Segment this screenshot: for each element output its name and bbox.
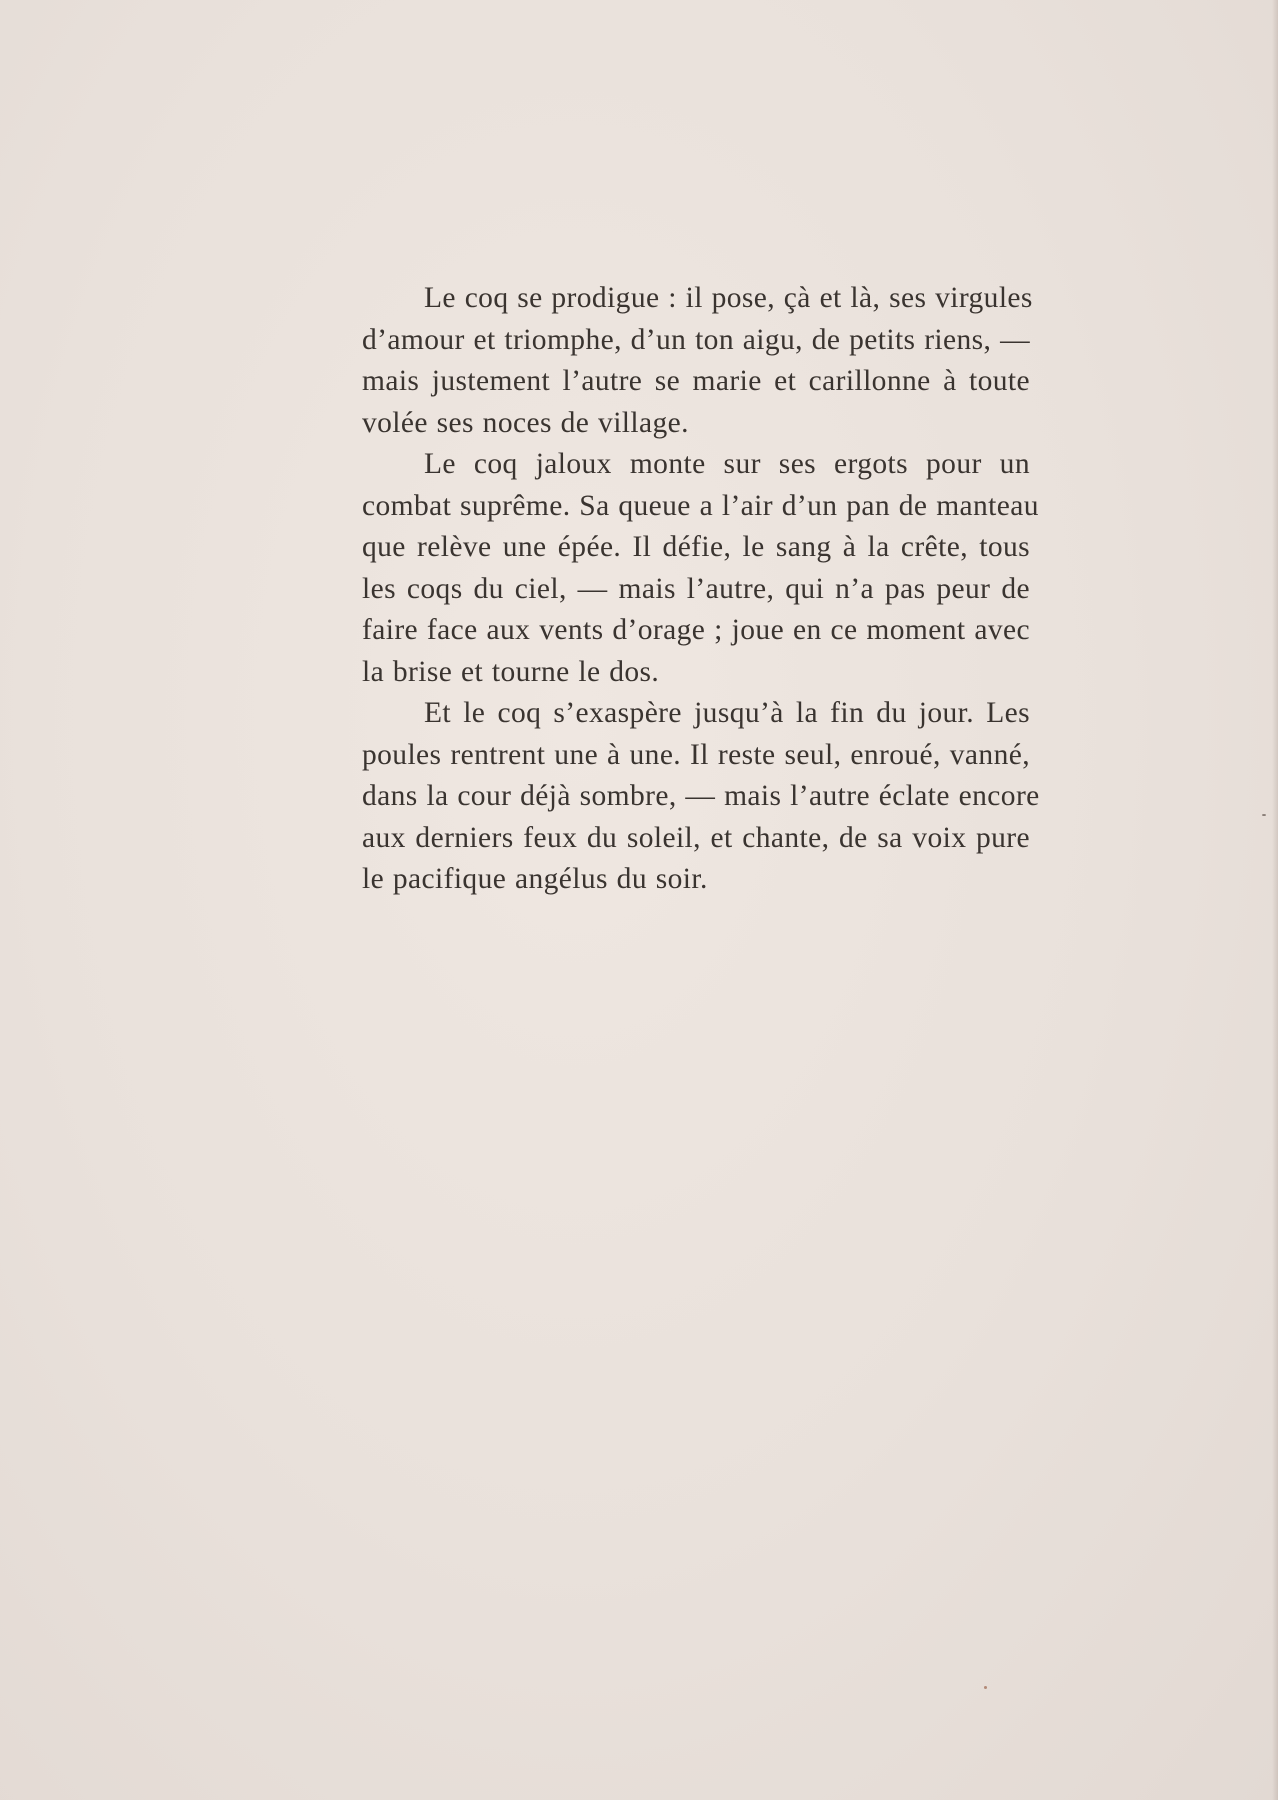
paragraph-3: [300, 693, 1040, 901]
text-line: volée ses noces de village.: [362, 406, 689, 439]
text-line: Le coq se prodigue : il pose, çà et là, ses virgules: [424, 282, 1033, 314]
text-line: faire face aux vents d’orage ; joue en ce moment avec: [362, 614, 1030, 646]
text-line: la brise et tourne le dos.: [362, 655, 660, 688]
paper-speck: [1262, 814, 1266, 816]
prose-text-block: [300, 278, 1040, 901]
text-line: aux derniers feux du soleil, et chante, de sa voix pure: [362, 821, 1030, 854]
text-line: d’amour et triomphe, d’un ton aigu, de petits riens, —: [362, 323, 1030, 356]
text-line: dans la cour déjà sombre, — mais l’autre éclate encore: [362, 780, 1040, 812]
text-line: Le coq jaloux monte sur ses ergots pour un: [424, 448, 1030, 480]
paragraph-1: [300, 278, 1033, 444]
paragraph-2: [300, 444, 1039, 693]
text-line: Et le coq s’exaspère jusqu’à la fin du jour. Les: [424, 697, 1030, 729]
text-line: poules rentrent une à une. Il reste seul, enroué, vanné,: [362, 738, 1030, 771]
text-line: mais justement l’autre se marie et carillonne à toute: [362, 365, 1030, 397]
text-line: les coqs du ciel, — mais l’autre, qui n’a pas peur de: [362, 572, 1030, 605]
text-line: le pacifique angélus du soir.: [362, 863, 708, 895]
text-line: combat suprême. Sa queue a l’air d’un pan de manteau: [362, 489, 1039, 522]
paper-speck: [984, 1686, 987, 1689]
page-edge-shadow: [1272, 0, 1278, 1800]
text-line: que relève une épée. Il défie, le sang à la crête, tous: [362, 531, 1030, 563]
